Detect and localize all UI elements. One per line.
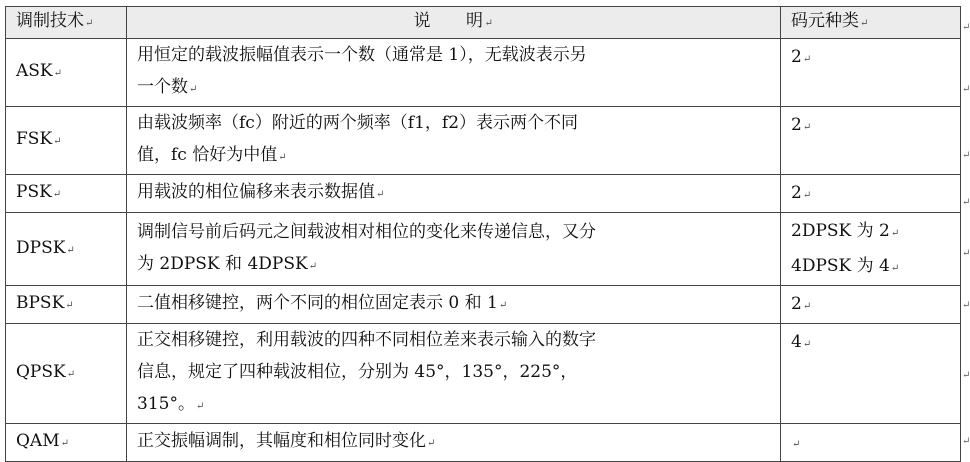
row-end-mark: ↵ <box>962 84 970 95</box>
description-cell: 二值相移键控，两个不同的相位固定表示 0 和 1↵ <box>127 286 781 324</box>
table-row <box>6 324 961 424</box>
symbol-type-cell: 2DPSK 为 2↵ 4DPSK 为 4↵ <box>781 213 961 286</box>
header-description: 说 明↵ <box>127 7 781 39</box>
technique-cell: DPSK↵ <box>6 213 127 286</box>
symbol-type-cell: 2↵ <box>781 107 961 175</box>
description-cell: 用恒定的载波振幅值表示一个数（通常是 1），无载波表示另 一个数↵ <box>127 39 781 107</box>
technique-cell: BPSK↵ <box>6 286 127 324</box>
row-end-mark: ↵ <box>962 436 970 447</box>
table-row <box>6 107 961 175</box>
table-row <box>6 286 961 324</box>
table-row <box>6 424 961 462</box>
description-cell: 正交相移键控，利用载波的四种不同相位差来表示输入的数字 信息，规定了四种载波相位，分别为 45°，135°，225°， 315°。↵ <box>127 324 781 424</box>
technique-cell: PSK↵ <box>6 175 127 213</box>
description-cell: 调制信号前后码元之间载波相对相位的变化来传递信息，又分 为 2DPSK 和 4DPSK↵ <box>127 213 781 286</box>
row-end-mark: ↵ <box>962 370 970 381</box>
description-cell: 正交振幅调制，其幅度和相位同时变化↵ <box>127 424 781 462</box>
symbol-type-cell: 4↵ <box>781 324 961 424</box>
row-end-mark: ↵ <box>962 150 970 161</box>
symbol-type-cell: 2↵ <box>781 39 961 107</box>
header-symbol-types: 码元种类↵ <box>781 7 961 39</box>
table-row <box>6 213 961 286</box>
technique-cell: QAM↵ <box>6 424 127 462</box>
row-end-mark: ↵ <box>962 248 970 259</box>
technique-cell: ASK↵ <box>6 39 127 107</box>
row-end-mark: ↵ <box>962 22 970 33</box>
row-end-mark: ↵ <box>962 197 970 208</box>
description-cell: 用载波的相位偏移来表示数据值↵ <box>127 175 781 213</box>
technique-cell: FSK↵ <box>6 107 127 175</box>
description-cell: 由载波频率（fc）附近的两个频率（f1，f2）表示两个不同 值，fc 恰好为中值↵ <box>127 107 781 175</box>
row-end-mark: ↵ <box>962 300 970 311</box>
symbol-type-cell: 2↵ <box>781 175 961 213</box>
table-row <box>6 39 961 107</box>
technique-cell: QPSK↵ <box>6 324 127 424</box>
header-row <box>6 7 961 39</box>
header-technique: 调制技术↵ <box>6 7 127 39</box>
table-row <box>6 175 961 213</box>
modulation-table <box>5 6 961 462</box>
symbol-type-cell: 2↵ <box>781 286 961 324</box>
symbol-type-cell: ↵ <box>781 424 961 462</box>
